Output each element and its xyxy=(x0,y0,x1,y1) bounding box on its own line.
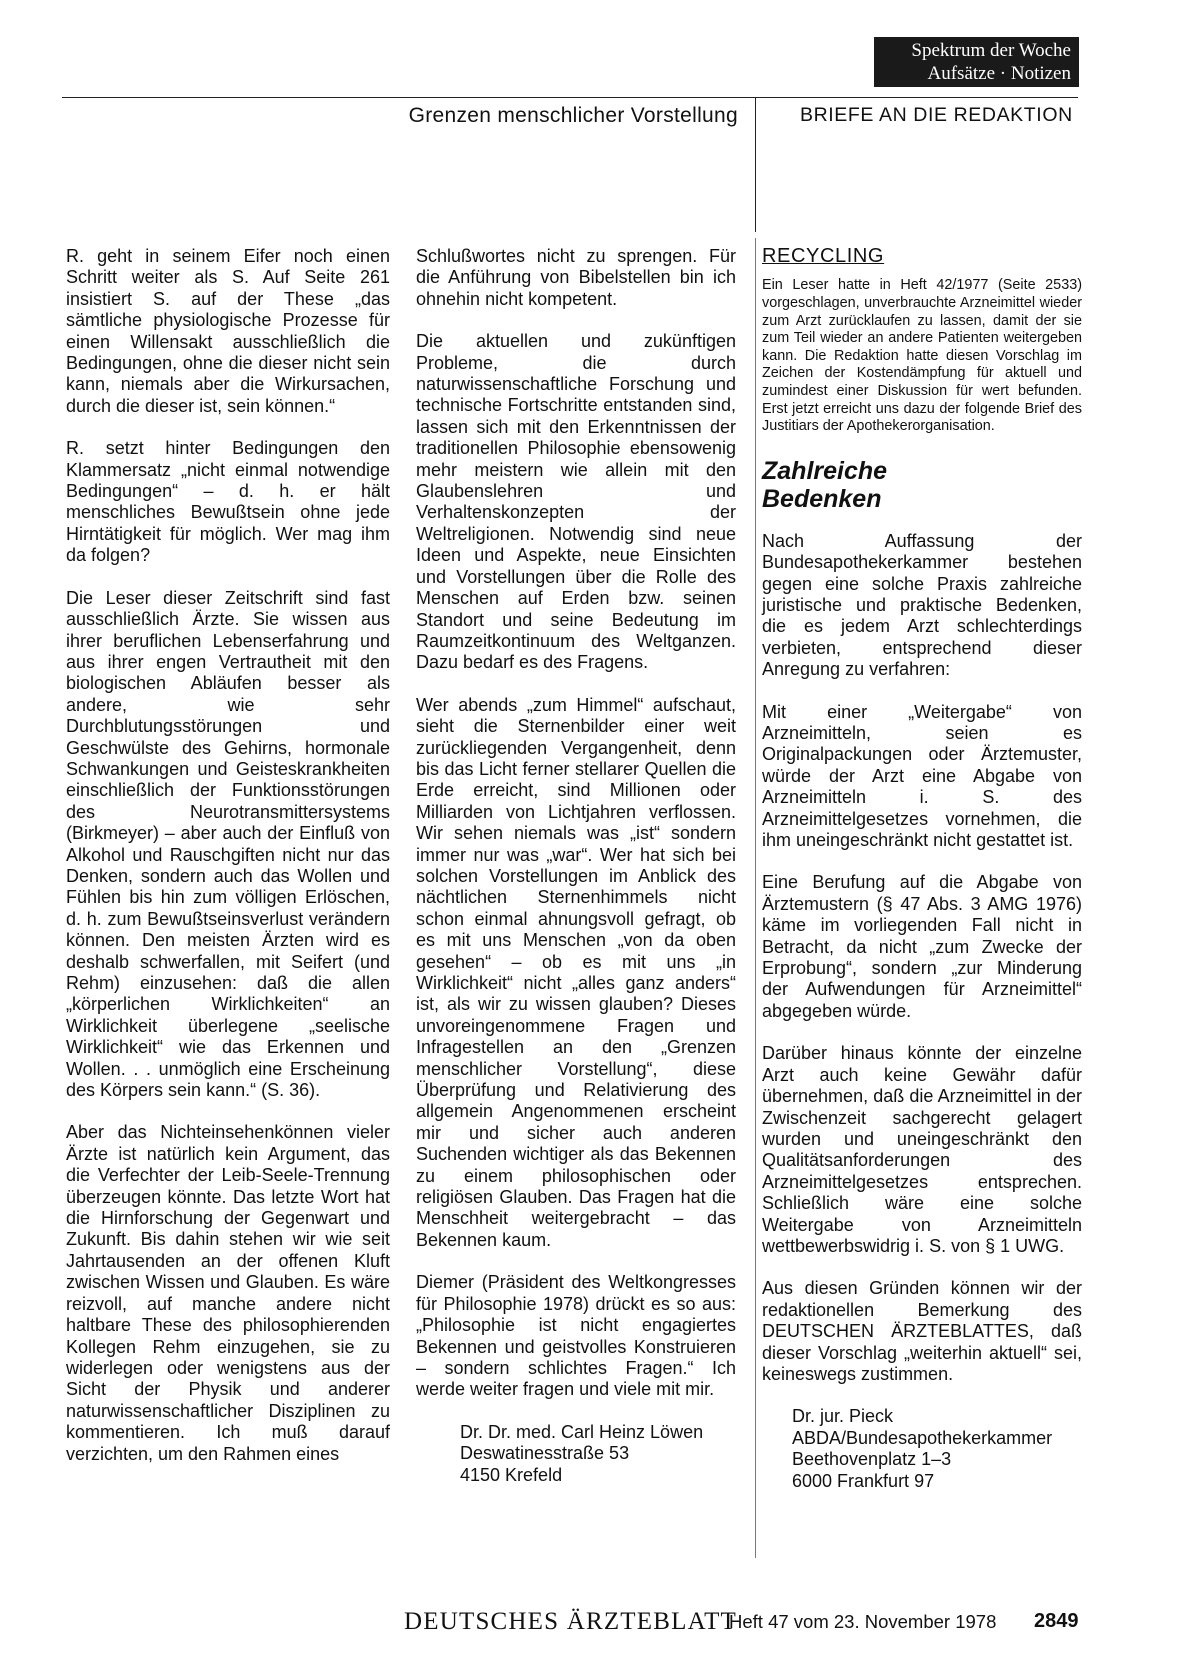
paragraph: Aus diesen Gründen können wir der redaktionellen Bemerkung des DEUTSCHEN ÄRZTEBLATTES, daß dieser Vorschlag „weiterhin aktuell“ sei, keineswegs zustimmen. xyxy=(762,1278,1082,1384)
article-title: Grenzen menschlicher Vorstellung xyxy=(408,104,738,127)
paragraph: R. setzt hinter Bedingungen den Klammersatz „nicht einmal notwendige Bedingungen“ – d. h. er hält menschliches Bewußtsein ohne jede Hirntätigkeit für möglich. Wer mag ihm da folgen? xyxy=(66,438,390,566)
signature-name: Dr. Dr. med. Carl Heinz Löwen xyxy=(460,1421,704,1442)
signature-street: Deswatinesstraße 53 xyxy=(460,1443,630,1464)
column-2 xyxy=(416,246,736,1486)
letter-subtitle-line-1: Zahlreiche xyxy=(762,456,888,485)
badge-line-1: Spektrum der Woche xyxy=(911,40,1071,61)
letter-subtitle xyxy=(762,457,1082,513)
column-divider xyxy=(755,238,756,1558)
signature-org: ABDA/Bundesapothekerkammer xyxy=(792,1427,1053,1448)
issue-info: Heft 47 vom 23. November 1978 xyxy=(729,1611,997,1632)
signature-city: 6000 Frankfurt 97 xyxy=(792,1470,935,1491)
paragraph: Mit einer „Weitergabe“ von Arzneimitteln, seien es Originalpackungen oder Ärztemuster, würde der Arzt eine Abgabe von Arzneimitteln i. S. des Arzneimittelgesetzes vornehmen, die ihm uneingeschränkt nicht gestattet ist. xyxy=(762,701,1082,851)
paragraph: Schlußwortes nicht zu sprengen. Für die Anführung von Bibelstellen bin ich ohnehin nicht kompetent. xyxy=(416,246,736,309)
badge-line-2: Aufsätze · Notizen xyxy=(927,63,1071,84)
letter-subtitle-line-2: Bedenken xyxy=(762,484,882,513)
signature-city: 4150 Krefeld xyxy=(460,1464,563,1485)
signature-pieck xyxy=(792,1406,1082,1492)
page-number: 2849 xyxy=(1034,1610,1079,1632)
paragraph: Die aktuellen und zukünftigen Probleme, die durch naturwissenschaftliche Forschung und technische Fortschritte entstanden sind, lassen sich mit den Erkenntnissen der traditionellen Philosophie ebensowenig mehr meistern wie allein mit den Glaubenslehren und Verhaltenskonzepten der Weltreligionen. Notwendig sind neue Ideen und Aspekte, neue Einsichten und Vorstellungen über die Rolle des Menschen auf Erden bzw. seinen Standort und seine Bedeutung im Raumzeitkontinuum des Weltganzen. Dazu bedarf es des Fragens. xyxy=(416,331,736,673)
paragraph: Diemer (Präsident des Weltkongresses für Philosophie 1978) drückt es so aus: „Philosophie ist nicht engagiertes Bekennen und geistvolles Konstruieren – sondern schlichtes Fragen.“ Ich werde weiter fragen und viele mit mir. xyxy=(416,1272,736,1400)
header-column-divider xyxy=(755,97,756,232)
paragraph: Die Leser dieser Zeitschrift sind fast ausschließlich Ärzte. Sie wissen aus ihrer beruflichen Lebenserfahrung und aus ihrer engen Vertrautheit mit den biologischen Abläufen besser als andere, wie sehr Durchblutungsstörungen und Geschwülste des Gehirns, hormonale Schwankungen und Geisteskrankheiten einschließlich der Funktionsstörungen des Neurotransmittersystems (Birkmeyer) – aber auch der Einfluß von Alkohol und Rauschgiften nicht nur das Denken, sondern auch das Wollen und Fühlen bis hin zum völligen Erlöschen, d. h. zum Bewußtseinsverlust verändern können. Den meisten Ärzten wird es deshalb schwerfallen, mit Seifert (und Rehm) einzusehen: daß die allen „körperlichen Wirklichkeiten“ an Wirklichkeit überlegene „seelische Wirklichkeit“ wie das Erkennen und Wollen. . . unmöglich eine Erscheinung des Körpers sein kann.“ (S. 36). xyxy=(66,587,390,1101)
section-badge xyxy=(874,37,1079,87)
column-3 xyxy=(762,246,1082,1492)
editorial-intro: Ein Leser hatte in Heft 42/1977 (Seite 2533) vorgeschlagen, unverbrauchte Arzneimittel wieder zum Arzt zurücklaufen zu lassen, damit der sie zum Teil wieder an andere Patienten weitergeben kann. Die Redaktion hatte diesen Vorschlag im Zeichen der Kostendämpfung für aktuell und zumindest einer Diskussion für wert befunden. Erst jetzt erreicht uns dazu der folgende Brief des Justitiars der Apothekerorganisation. xyxy=(762,277,1082,435)
paragraph: R. geht in seinem Eifer noch einen Schritt weiter als S. Auf Seite 261 insistiert S. auf der These „das sämtliche physiologische Prozesse für einen Willensakt ausschließlich die Bedingungen, ohne die dieser nicht sein kann, niemals aber die Wirkursachen, durch die dieser ist, sein können.“ xyxy=(66,246,390,416)
column-1 xyxy=(66,246,390,1486)
paragraph: Darüber hinaus könnte der einzelne Arzt auch keine Gewähr dafür übernehmen, daß die Arzneimittel in der Zwischenzeit sachgerecht gelagert wurden und uneingeschränkt den Qualitätsanforderungen des Arzneimittelgesetzes entsprechen. Schließlich wäre eine solche Weitergabe von Arzneimitteln wettbewerbswidrig i. S. von § 1 UWG. xyxy=(762,1043,1082,1256)
section-heading: RECYCLING xyxy=(762,245,885,267)
paragraph: Nach Auffassung der Bundesapothekerkammer bestehen gegen eine solche Praxis zahlreiche juristische und praktische Bedenken, die es jedem Arzt schlechterdings verbieten, entsprechend dieser Anregung zu verfahren: xyxy=(762,530,1082,680)
signature-street: Beethovenplatz 1–3 xyxy=(792,1449,952,1470)
header-rule xyxy=(62,97,1078,98)
signature-name: Dr. jur. Pieck xyxy=(792,1406,894,1427)
section-title: BRIEFE AN DIE REDAKTION xyxy=(800,104,1073,126)
paragraph: Wer abends „zum Himmel“ aufschaut, sieht die Sternenbilder einer weit zurückliegenden Vergangenheit, denn bis das Licht ferner stellarer Quellen die Erde erreicht, sind Millionen oder Milliarden von Lichtjahren verflossen. Wir sehen niemals was „ist“ sondern immer nur was „war“. Wer hat sich bei solchen Vorstellungen im Anblick des nächtlichen Sternenhimmels nicht schon einmal ahnungsvoll gefragt, ob es mit uns Menschen „von da oben gesehen“ – ob es mit uns „in Wirklichkeit“ nicht „alles ganz anders“ ist, als wir zu wissen glauben? Dieses unvoreingenommene Fragen und Infragestellen an den „Grenzen menschlicher Vorstellung“, diese Überprüfung und Relativierung des allgemein Angenommenen erscheint mir und sicher auch anderen Suchenden wichtiger als das Bekennen zu einem philosophischen oder religiösen Glauben. Das Fragen hat die Menschheit weitergebracht – das Bekennen kaum. xyxy=(416,694,736,1250)
paragraph: Eine Berufung auf die Abgabe von Ärztemustern (§ 47 Abs. 3 AMG 1976) käme im vorliegenden Fall nicht in Betracht, da nicht „zum Zwecke der Erprobung“, sondern „zur Minderung der Aufwendungen für Arzneimittel“ abgegeben würde. xyxy=(762,872,1082,1021)
signature-loewen xyxy=(460,1422,736,1486)
publication-name: DEUTSCHES ÄRZTEBLATT xyxy=(404,1608,738,1635)
paragraph: Aber das Nichteinsehenkönnen vieler Ärzte ist natürlich kein Argument, das die Verfechter der Leib-Seele-Trennung überzeugen könnte. Das letzte Wort hat die Hirnforschung der Gegenwart und Zukunft. Bis dahin stehen wir wie seit Jahrtausenden an der offenen Kluft zwischen Wissen und Glauben. Es wäre reizvoll, auf manche andere nicht haltbare These des philosophierenden Kollegen Rehm einzugehen, sie zu widerlegen oder wenigstens aus der Sicht der Physik und anderer naturwissenschaftlicher Disziplinen zu kommentieren. Ich muß darauf verzichten, um den Rahmen eines xyxy=(66,1122,390,1464)
